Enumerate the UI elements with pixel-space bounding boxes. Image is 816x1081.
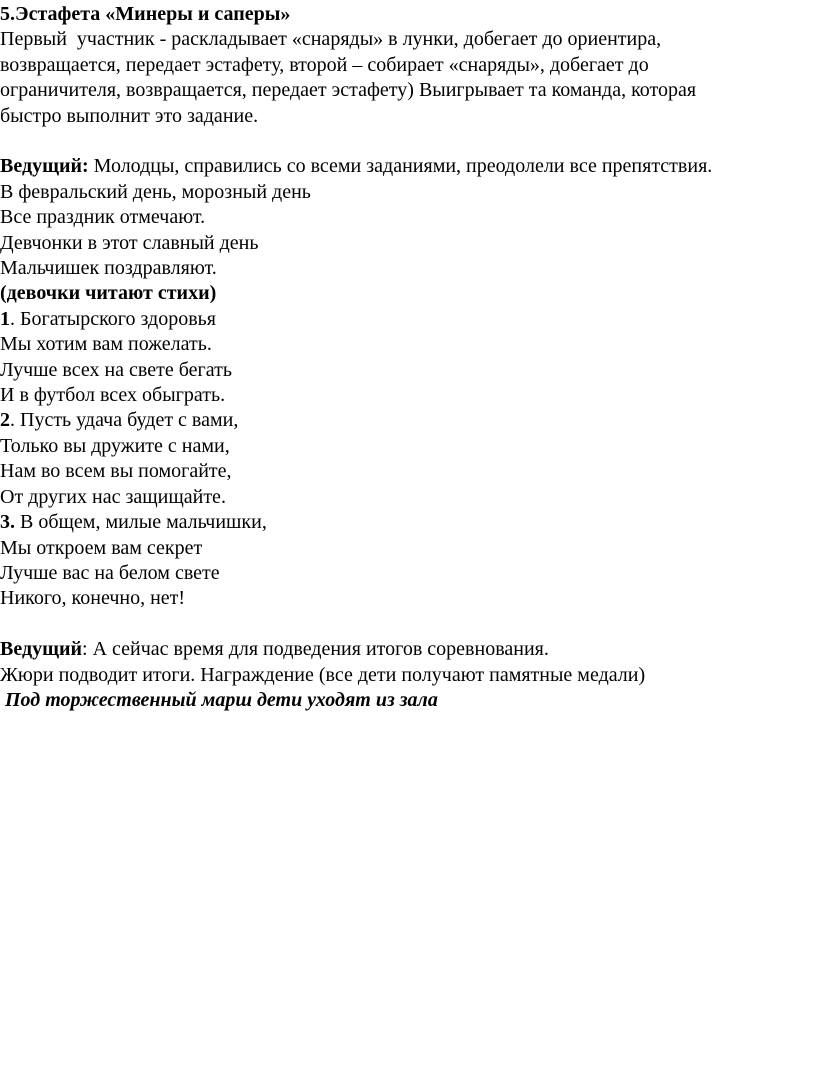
poem-1-first-line — [0, 307, 800, 332]
poem-number: 3. — [0, 511, 15, 534]
relay-description-line: быстро выполнит это задание. — [0, 104, 259, 127]
poem-2-first-line — [0, 408, 800, 433]
relay-description-line: Первый участник - раскладывает «снаряды» в лунки, добегает до ориентира, — [0, 28, 662, 51]
blank-line — [0, 129, 800, 154]
blank-line — [0, 612, 800, 637]
poem-line: Только вы дружите с нами, — [0, 434, 230, 457]
host-label: Ведущий — [0, 638, 83, 661]
poem-line: И в футбол всех обыграть. — [0, 384, 226, 407]
jury-line: Жюри подводит итоги. Награждение (все дети получают памятные медали) — [0, 663, 646, 686]
host-text: : А сейчас время для подведения итогов соревнования. — [82, 638, 549, 661]
intro-line: Мальчишек поздравляют. — [0, 257, 217, 280]
poem-text: . Богатырского здоровья — [10, 307, 216, 330]
poem-number: 1 — [0, 307, 10, 330]
relay-heading: 5.Эстафета «Минеры и саперы» — [0, 3, 291, 25]
intro-line: В февральский день, морозный день — [0, 180, 311, 203]
poem-line: От других нас защищайте. — [0, 485, 226, 508]
host-label: Ведущий: — [0, 155, 89, 178]
intro-line: Все праздник отмечают. — [0, 206, 206, 229]
girls-note: (девочки читают стихи) — [0, 282, 217, 305]
poem-text: . Пусть удача будет с вами, — [10, 409, 239, 432]
poem-line: Лучше всех на свете бегать — [0, 358, 232, 381]
poem-line: Мы хотим вам пожелать. — [0, 333, 212, 356]
poem-text: В общем, милые мальчишки, — [15, 511, 267, 534]
poem-3-first-line — [0, 510, 800, 535]
relay-description-line: возвращается, передает эстафету, второй – собирает «снаряды», добегает до — [0, 53, 649, 76]
closing-line: Под торжественный марш дети уходят из зала — [0, 688, 438, 711]
poem-line: Никого, конечно, нет! — [0, 587, 186, 610]
host-line-2 — [0, 637, 800, 662]
host-line-1 — [0, 154, 800, 179]
host-text: Молодцы, справились со всеми заданиями, преодолели все препятствия. — [88, 155, 713, 178]
poem-line: Мы откроем вам секрет — [0, 536, 203, 559]
intro-line: Девчонки в этот славный день — [0, 231, 259, 254]
relay-description-line: ограничителя, возвращается, передает эстафету) Выигрывает та команда, которая — [0, 79, 697, 102]
poem-line: Лучше вас на белом свете — [0, 561, 220, 584]
poem-number: 2 — [0, 409, 10, 432]
poem-line: Нам во всем вы помогайте, — [0, 460, 232, 483]
